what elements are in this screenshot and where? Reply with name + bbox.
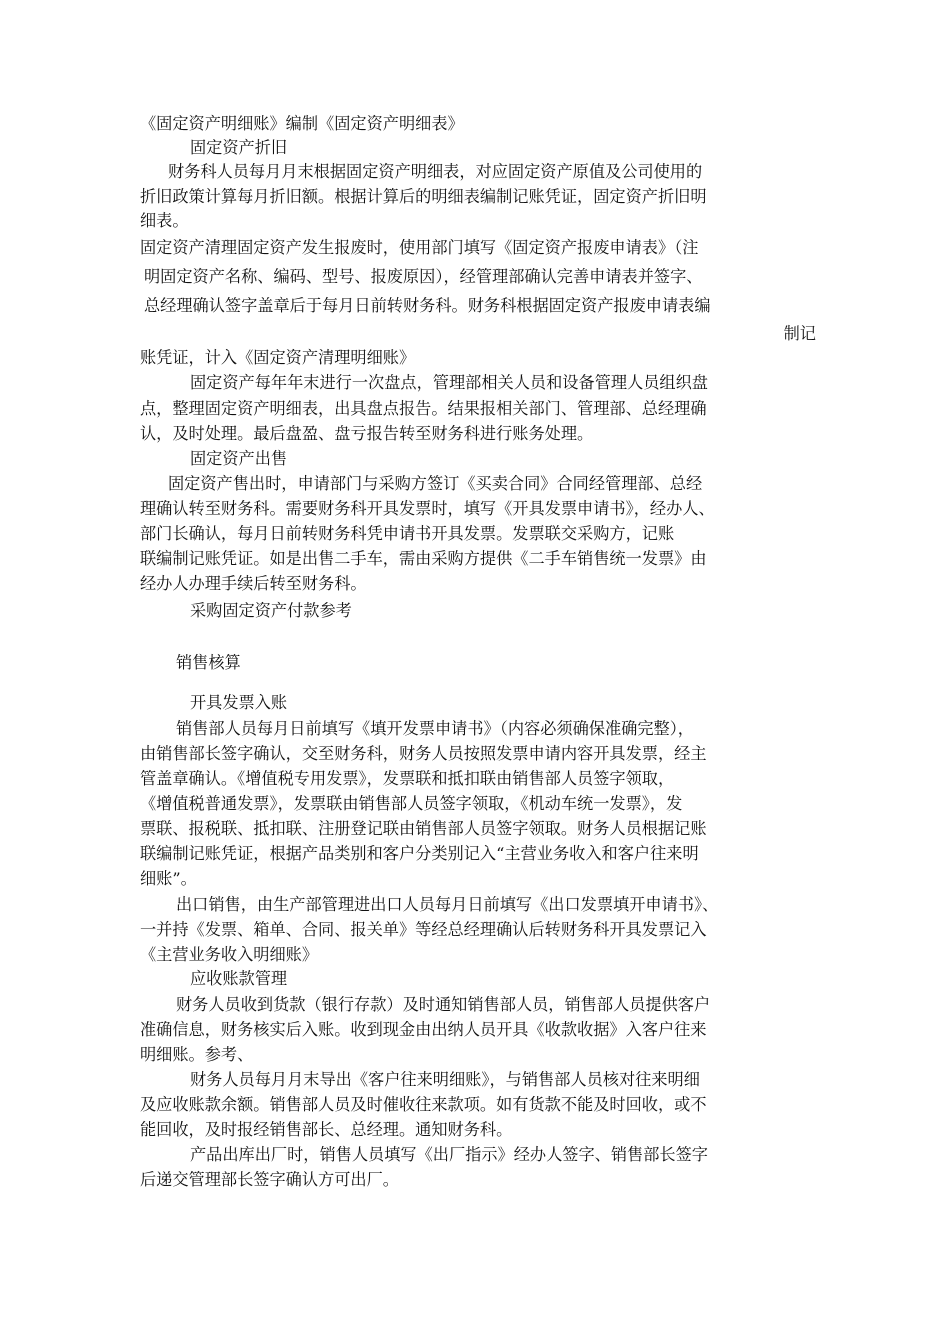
text-line: 部门长确认，每月日前转财务科凭申请书开具发票。发票联交采购方，记账 xyxy=(140,524,675,543)
text-line: 产品出库出厂时，销售人员填写《出厂指示》经办人签字、销售部长签字 xyxy=(190,1145,708,1164)
text-line: 固定资产清理固定资产发生报废时，使用部门填写《固定资产报废申请表》（注 xyxy=(140,238,699,257)
text-line: 联编制记账凭证，根据产品类别和客户分类别记入“主营业务收入和客户往来明 xyxy=(140,844,699,863)
text-line: 准确信息，财务核实后入账。收到现金由出纳人员开具《收款收据》入客户往来 xyxy=(140,1020,707,1039)
text-line: 销售部人员每月日前填写《填开发票申请书》（内容必须确保准确完整）， xyxy=(176,719,694,738)
text-line: 联编制记账凭证。如是出售二手车，需由采购方提供《二手车销售统一发票》由 xyxy=(140,549,707,568)
text-line: 票联、报税联、抵扣联、注册登记联由销售部人员签字领取。财务人员根据记账 xyxy=(140,819,707,838)
text-line: 《主营业务收入明细账》 xyxy=(140,945,319,964)
text-line: 管盖章确认。《增值税专用发票》，发票联和抵扣联由销售部人员签字领取， xyxy=(140,769,675,788)
text-line: 总经理确认签字盖章后于每月日前转财务科。财务科根据固定资产报废申请表编 xyxy=(144,296,711,315)
text-line: 财务人员收到货款（银行存款）及时通知销售部人员，销售部人员提供客户 xyxy=(176,995,711,1014)
text-line: 《固定资产明细账》编制《固定资产明细表》 xyxy=(140,114,464,133)
text-line: 点，整理固定资产明细表，出具盘点报告。结果报相关部门、管理部、总经理确 xyxy=(140,399,707,418)
text-line: 明细账。参考、 xyxy=(140,1045,254,1064)
section-heading: 采购固定资产付款参考 xyxy=(190,601,352,620)
text-line: 《增值税普通发票》，发票联由销售部人员签字领取，《机动车统一发票》，发 xyxy=(140,794,683,813)
text-line: 一并持《发票、箱单、合同、报关单》等经总经理确认后转财务科开具发票记入 xyxy=(140,920,707,939)
section-heading: 固定资产折旧 xyxy=(190,138,288,157)
text-line: 细账”。 xyxy=(140,869,197,888)
text-line: 能回收，及时报经销售部长、总经理。通知财务科。 xyxy=(140,1120,513,1139)
text-line: 固定资产售出时，申请部门与采购方签订《买卖合同》合同经管理部、总经 xyxy=(168,474,703,493)
text-line: 制记 xyxy=(783,324,816,343)
text-line: 细表。 xyxy=(140,211,189,230)
section-heading: 应收账款管理 xyxy=(190,969,288,988)
text-line: 认，及时处理。最后盘盈、盘亏报告转至财务科进行账务处理。 xyxy=(140,424,594,443)
text-line: 明固定资产名称、编码、型号、报废原因），经管理部确认完善申请表并签字、 xyxy=(144,267,703,286)
text-line: 及应收账款余额。销售部人员及时催收往来款项。如有货款不能及时回收，或不 xyxy=(140,1095,707,1114)
text-line: 财务人员每月月末导出《客户往来明细账》，与销售部人员核对往来明细 xyxy=(190,1070,700,1089)
text-line: 固定资产每年年末进行一次盘点，管理部相关人员和设备管理人员组织盘 xyxy=(190,373,708,392)
text-line: 账凭证，计入《固定资产清理明细账》 xyxy=(140,348,416,367)
section-heading: 固定资产出售 xyxy=(190,449,288,468)
text-line: 由销售部长签字确认，交至财务科，财务人员按照发票申请内容开具发票，经主 xyxy=(140,744,707,763)
text-line: 理确认转至财务科。需要财务科开具发票时，填写《开具发票申请书》，经办人、 xyxy=(140,499,715,518)
section-heading: 销售核算 xyxy=(176,653,241,672)
text-line: 后递交管理部长签字确认方可出厂。 xyxy=(140,1170,399,1189)
text-line: 经办人办理手续后转至财务科。 xyxy=(140,574,367,593)
text-line: 出口销售，由生产部管理进出口人员每月日前填写《出口发票填开申请书》、 xyxy=(176,895,719,914)
section-heading: 开具发票入账 xyxy=(190,693,288,712)
text-line: 折旧政策计算每月折旧额。根据计算后的明细表编制记账凭证，固定资产折旧明 xyxy=(140,187,707,206)
text-line: 财务科人员每月月末根据固定资产明细表，对应固定资产原值及公司使用的 xyxy=(168,162,703,181)
